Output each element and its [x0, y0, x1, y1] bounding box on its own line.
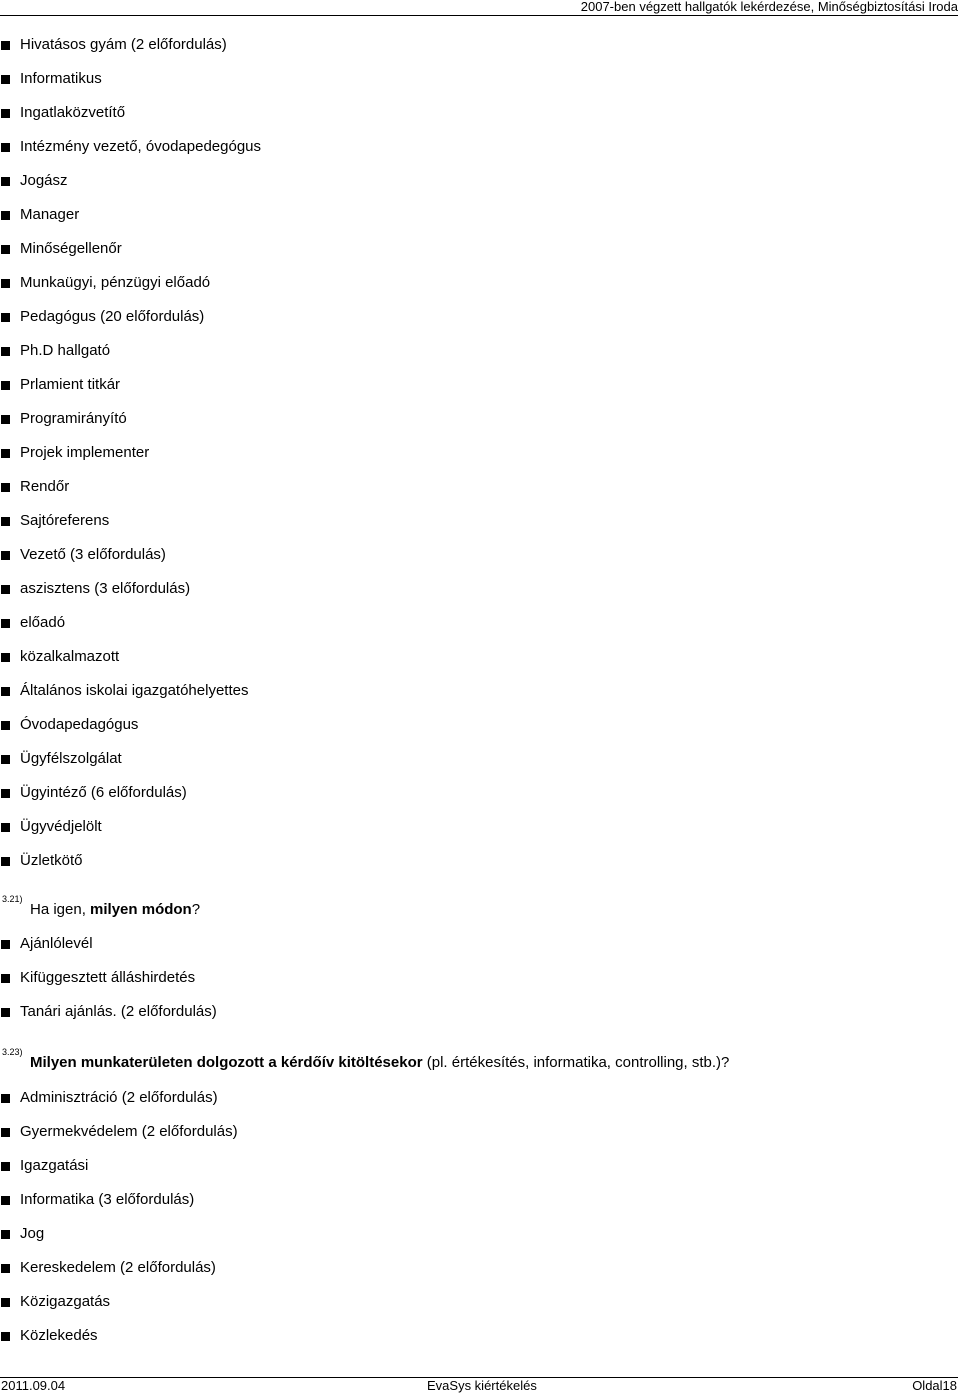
square-bullet-icon [1, 940, 10, 949]
square-bullet-icon [1, 721, 10, 730]
list-item [0, 36, 261, 70]
answer-list-3-23 [0, 1089, 238, 1361]
list-item-label: Ajánlólevél [20, 935, 93, 952]
square-bullet-icon [1, 823, 10, 832]
list-item [0, 852, 261, 886]
question-text: Ha igen, milyen módon? [30, 901, 201, 918]
page-header [0, 0, 958, 16]
square-bullet-icon [1, 75, 10, 84]
list-item [0, 648, 261, 682]
list-item [0, 935, 217, 969]
square-bullet-icon [1, 1332, 10, 1341]
list-item [0, 104, 261, 138]
list-item [0, 1293, 238, 1327]
list-item-label: Jog [20, 1225, 45, 1242]
square-bullet-icon [1, 1196, 10, 1205]
list-item [0, 1157, 238, 1191]
list-item [0, 478, 261, 512]
list-item-label: Vezető (3 előfordulás) [20, 546, 166, 563]
list-item-label: Közlekedés [20, 1327, 98, 1344]
square-bullet-icon [1, 347, 10, 356]
list-item-label: Kifüggesztett álláshirdetés [20, 969, 196, 986]
square-bullet-icon [1, 143, 10, 152]
list-item-label: Sajtóreferens [20, 512, 110, 529]
list-item-label: Ügyfélszolgálat [20, 750, 122, 767]
list-item-label: Pedagógus (20 előfordulás) [20, 308, 205, 325]
list-item [0, 1123, 238, 1157]
list-item-label: Projek implementer [20, 444, 150, 461]
list-item [0, 138, 261, 172]
footer-center-label: EvaSys kiértékelés [427, 1378, 537, 1393]
square-bullet-icon [1, 687, 10, 696]
square-bullet-icon [1, 177, 10, 186]
list-item-label: Ügyvédjelölt [20, 818, 102, 835]
list-item [0, 376, 261, 410]
square-bullet-icon [1, 974, 10, 983]
list-item [0, 444, 261, 478]
list-item [0, 969, 217, 1003]
list-item-label: Informatika (3 előfordulás) [20, 1191, 195, 1208]
square-bullet-icon [1, 1008, 10, 1017]
square-bullet-icon [1, 1162, 10, 1171]
list-item-label: Ph.D hallgató [20, 342, 111, 359]
list-item [0, 716, 261, 750]
list-item [0, 342, 261, 376]
list-item-label: Prlamient titkár [20, 376, 121, 393]
square-bullet-icon [1, 449, 10, 458]
answer-list-3-20 [0, 36, 261, 886]
square-bullet-icon [1, 1094, 10, 1103]
list-item-label: előadó [20, 614, 66, 631]
list-item-label: Programirányító [20, 410, 127, 427]
square-bullet-icon [1, 517, 10, 526]
square-bullet-icon [1, 789, 10, 798]
list-item-label: Jogász [20, 172, 68, 189]
square-bullet-icon [1, 755, 10, 764]
square-bullet-icon [1, 415, 10, 424]
list-item-label: Kereskedelem (2 előfordulás) [20, 1259, 216, 1276]
list-item-label: Gyermekvédelem (2 előfordulás) [20, 1123, 238, 1140]
square-bullet-icon [1, 109, 10, 118]
list-item-label: Adminisztráció (2 előfordulás) [20, 1089, 218, 1106]
list-item-label: Intézmény vezető, óvodapedegógus [20, 138, 262, 155]
square-bullet-icon [1, 211, 10, 220]
question-number: 3.21) [2, 894, 23, 904]
list-item-label: aszisztens (3 előfordulás) [20, 580, 191, 597]
list-item-label: Általános iskolai igazgatóhelyettes [20, 682, 249, 699]
list-item-label: Minőségellenőr [20, 240, 122, 257]
list-item-label: Ügyintéző (6 előfordulás) [20, 784, 187, 801]
list-item-label: Óvodapedagógus [20, 716, 139, 733]
list-item-label: Igazgatási [20, 1157, 89, 1174]
list-item [0, 512, 261, 546]
square-bullet-icon [1, 857, 10, 866]
list-item [0, 1327, 238, 1361]
square-bullet-icon [1, 619, 10, 628]
footer-date: 2011.09.04 [1, 1378, 66, 1393]
square-bullet-icon [1, 279, 10, 288]
list-item-label: Rendőr [20, 478, 70, 495]
header-title: 2007-ben végzett hallgatók lekérdezése, Minőségbiztosítási Iroda [580, 0, 958, 14]
list-item [0, 308, 261, 342]
list-item [0, 580, 261, 614]
square-bullet-icon [1, 1128, 10, 1137]
square-bullet-icon [1, 1230, 10, 1239]
list-item-label: Közigazgatás [20, 1293, 111, 1310]
square-bullet-icon [1, 1298, 10, 1307]
list-item-label: Informatikus [20, 70, 102, 87]
list-item-label: Hivatásos gyám (2 előfordulás) [20, 36, 227, 53]
list-item [0, 1225, 238, 1259]
list-item-label: Tanári ajánlás. (2 előfordulás) [20, 1003, 217, 1020]
list-item [0, 206, 261, 240]
answer-list-3-21 [0, 935, 217, 1037]
question-number: 3.23) [2, 1047, 23, 1057]
square-bullet-icon [1, 245, 10, 254]
square-bullet-icon [1, 41, 10, 50]
square-bullet-icon [1, 585, 10, 594]
question-text: Milyen munkaterületen dolgozott a kérdőív kitöltésekor (pl. értékesítés, informatika, controlling, stb.)? [30, 1054, 730, 1071]
list-item [0, 546, 261, 580]
list-item [0, 784, 261, 818]
list-item [0, 1003, 217, 1037]
list-item-label: Munkaügyi, pénzügyi előadó [20, 274, 211, 291]
square-bullet-icon [1, 381, 10, 390]
list-item [0, 682, 261, 716]
list-item [0, 1259, 238, 1293]
list-item [0, 274, 261, 308]
list-item-label: Manager [20, 206, 80, 223]
list-item [0, 1089, 238, 1123]
list-item [0, 614, 261, 648]
list-item [0, 70, 261, 104]
list-item [0, 750, 261, 784]
square-bullet-icon [1, 1264, 10, 1273]
list-item [0, 818, 261, 852]
square-bullet-icon [1, 483, 10, 492]
list-item-label: Üzletkötő [20, 852, 83, 869]
list-item [0, 172, 261, 206]
footer-page-number: Oldal18 [912, 1378, 957, 1393]
list-item-label: Ingatlaközvetítő [20, 104, 126, 121]
list-item [0, 240, 261, 274]
list-item-label: közalkalmazott [20, 648, 120, 665]
list-item [0, 410, 261, 444]
square-bullet-icon [1, 551, 10, 560]
square-bullet-icon [1, 653, 10, 662]
list-item [0, 1191, 238, 1225]
square-bullet-icon [1, 313, 10, 322]
